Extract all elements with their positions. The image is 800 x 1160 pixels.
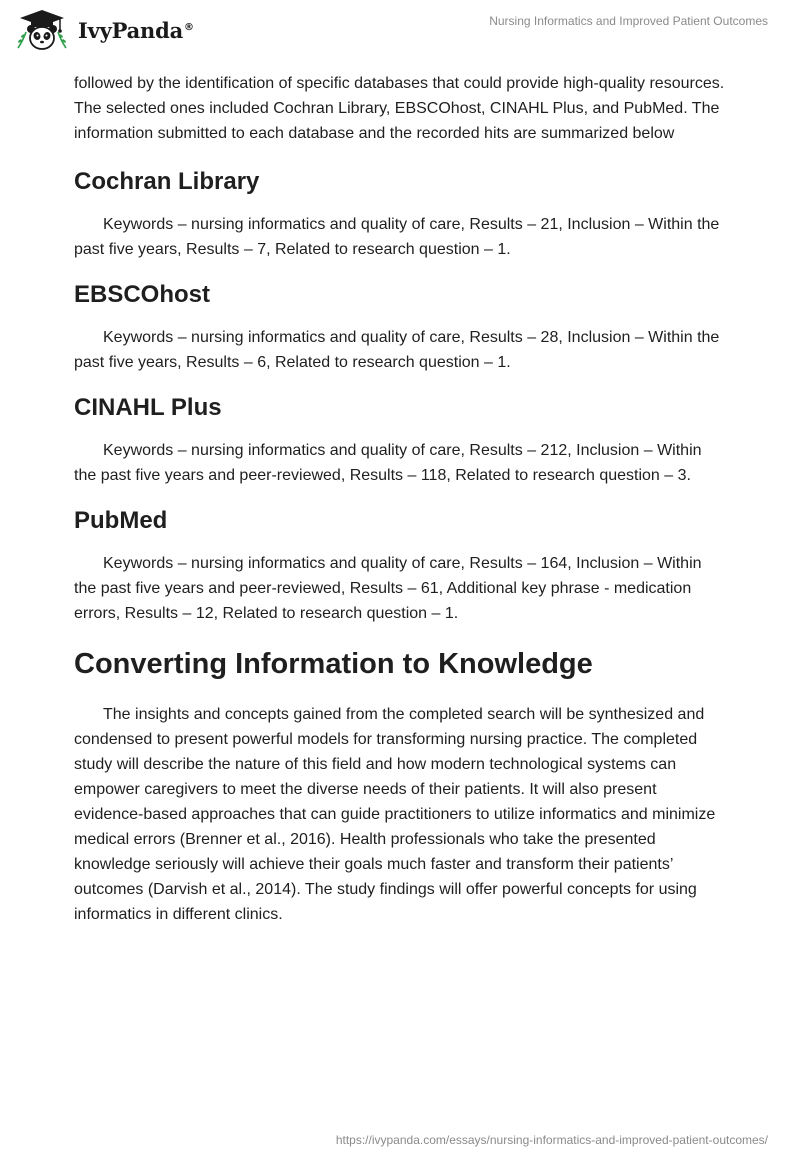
section-text-cochran: Keywords – nursing informatics and quality of care, Results – 21, Inclusion – Within the past five years, Results – 7, Related to research question – 1. (74, 216, 720, 258)
brand-logo[interactable] (14, 8, 194, 52)
panda-graduate-icon (14, 8, 70, 52)
registered-mark: ® (184, 21, 194, 33)
section-heading-pubmed: PubMed (74, 507, 168, 534)
section-text-ebscohost: Keywords – nursing informatics and quality of care, Results – 28, Inclusion – Within the past five years, Results – 6, Related to research question – 1. (74, 329, 720, 371)
page-header (0, 0, 800, 60)
brand-name: IvyPanda® (78, 17, 194, 43)
section-text-pubmed: Keywords – nursing informatics and quality of care, Results – 164, Inclusion – Within the past five years and peer-reviewed, Results – 61, Additional key phrase - medication errors, Results – 12, Related to research question – 1. (74, 555, 702, 622)
section-heading-ebscohost: EBSCOhost (74, 281, 211, 308)
essay-body (74, 71, 726, 927)
section-text-cinahl: Keywords – nursing informatics and quality of care, Results – 212, Inclusion – Within the past five years and peer-reviewed, Results – 118, Related to research question – 3. (74, 442, 702, 484)
section-heading-cochran: Cochran Library (74, 168, 260, 195)
intro-paragraph: followed by the identification of specific databases that could provide high-quality resources. The selected ones included Cochran Library, EBSCOhost, CINAHL Plus, and PubMed. The information submitted to each database and the recorded hits are summarized below (74, 75, 725, 142)
main-section-text: The insights and concepts gained from the completed search will be synthesized and condensed to present powerful models for transforming nursing practice. The completed study will describe the nature of this field and how modern technological systems can empower caregivers to meet the diverse needs of their patients. It will also present evidence-based approaches that can guide practitioners to utilize informatics and minimize medical errors (Brenner et al., 2016). Health professionals who take the presented knowledge seriously will achieve their goals much faster and transform their patients’ outcomes (Darvish et al., 2014). The study findings will offer powerful concepts for using informatics in different clinics. (74, 706, 716, 923)
document-title: Nursing Informatics and Improved Patient Outcomes (489, 14, 768, 28)
section-heading-cinahl: CINAHL Plus (74, 394, 222, 421)
source-url[interactable]: https://ivypanda.com/essays/nursing-informatics-and-improved-patient-outcomes/ (335, 1133, 768, 1147)
main-section-heading: Converting Information to Knowledge (74, 648, 593, 680)
